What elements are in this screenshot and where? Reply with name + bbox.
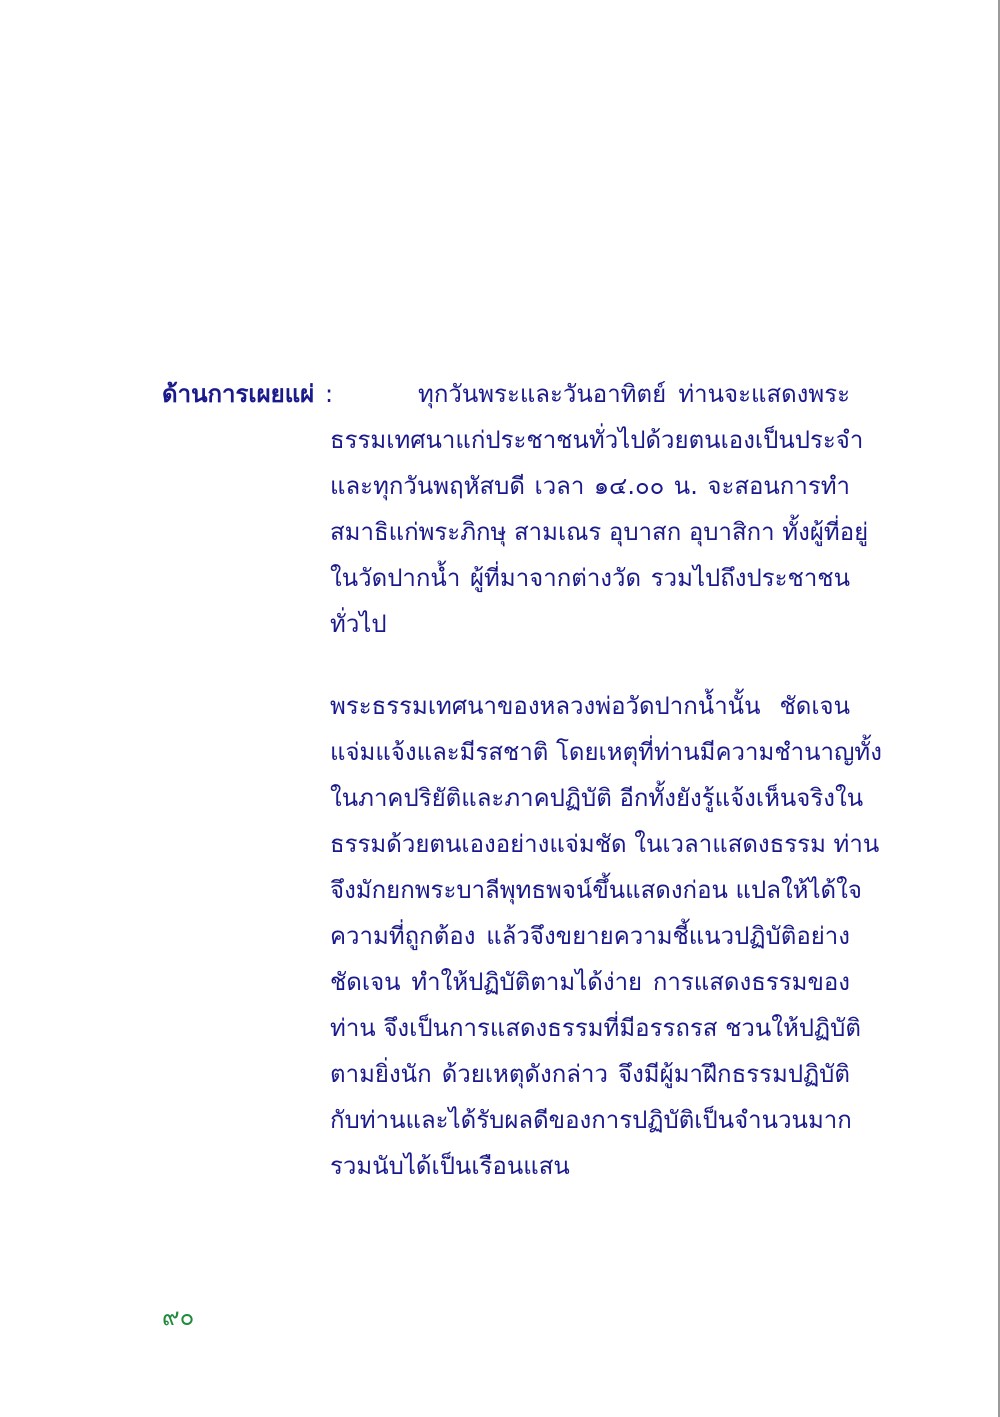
paragraph-line: ทั่วไป [330, 610, 387, 638]
paragraph-line: และทุกวันพฤหัสบดี เวลา ๑๔.๐๐ น. จะสอนการทำ [330, 472, 850, 500]
paragraph-line: ท่าน จึงเป็นการแสดงธรรมที่มีอรรถรส ชวนให้ปฏิบัติ [330, 1014, 861, 1042]
paragraph-line: สมาธิแก่พระภิกษุ สามเณร อุบาสก อุบาสิกา ทั้งผู้ที่อยู่ [330, 518, 869, 546]
page-number: ๙๐ [162, 1303, 195, 1331]
paragraph-line: ในภาคปริยัติและภาคปฏิบัติ อีกทั้งยังรู้แจ้งเห็นจริงใน [330, 784, 864, 812]
paragraph-line: จึงมักยกพระบาลีพุทธพจน์ขึ้นแสดงก่อน แปลให้ได้ใจ [330, 876, 862, 904]
paragraph-line: แจ่มแจ้งและมีรสชาติ โดยเหตุที่ท่านมีความชำนาญทั้ง [330, 738, 882, 766]
paragraph-outreach-schedule [330, 377, 869, 653]
section-heading-colon: : [325, 380, 334, 408]
paragraph-line: ธรรมเทศนาแก่ประชาชนทั่วไปด้วยตนเองเป็นประจำ [330, 426, 864, 454]
paragraph-line: ทุกวันพระและวันอาทิตย์ ท่านจะแสดงพระ [418, 380, 850, 408]
paragraph-line: ความที่ถูกต้อง แล้วจึงขยายความชี้แนวปฏิบัติอย่าง [330, 922, 850, 950]
paragraph-line: ตามยิ่งนัก ด้วยเหตุดังกล่าว จึงมีผู้มาฝึกธรรมปฏิบัติ [330, 1060, 850, 1088]
paragraph-line: รวมนับได้เป็นเรือนแสน [330, 1152, 570, 1180]
paragraph-line: ในวัดปากน้ำ ผู้ที่มาจากต่างวัด รวมไปถึงประชาชน [330, 564, 850, 592]
paragraph-line: ชัดเจน ทำให้ปฏิบัติตามได้ง่าย การแสดงธรรมของ [330, 968, 850, 996]
paragraph-line: ธรรมด้วยตนเองอย่างแจ่มชัด ในเวลาแสดงธรรม ท่าน [330, 830, 880, 858]
paragraph-line: พระธรรมเทศนาของหลวงพ่อวัดปากน้ำนั้น ชัดเจน [330, 692, 850, 720]
paragraph-sermon-description [330, 689, 882, 1195]
paragraph-line: กับท่านและได้รับผลดีของการปฏิบัติเป็นจำนวนมาก [330, 1106, 852, 1134]
section-heading: ด้านการเผยแผ่ [162, 380, 315, 408]
